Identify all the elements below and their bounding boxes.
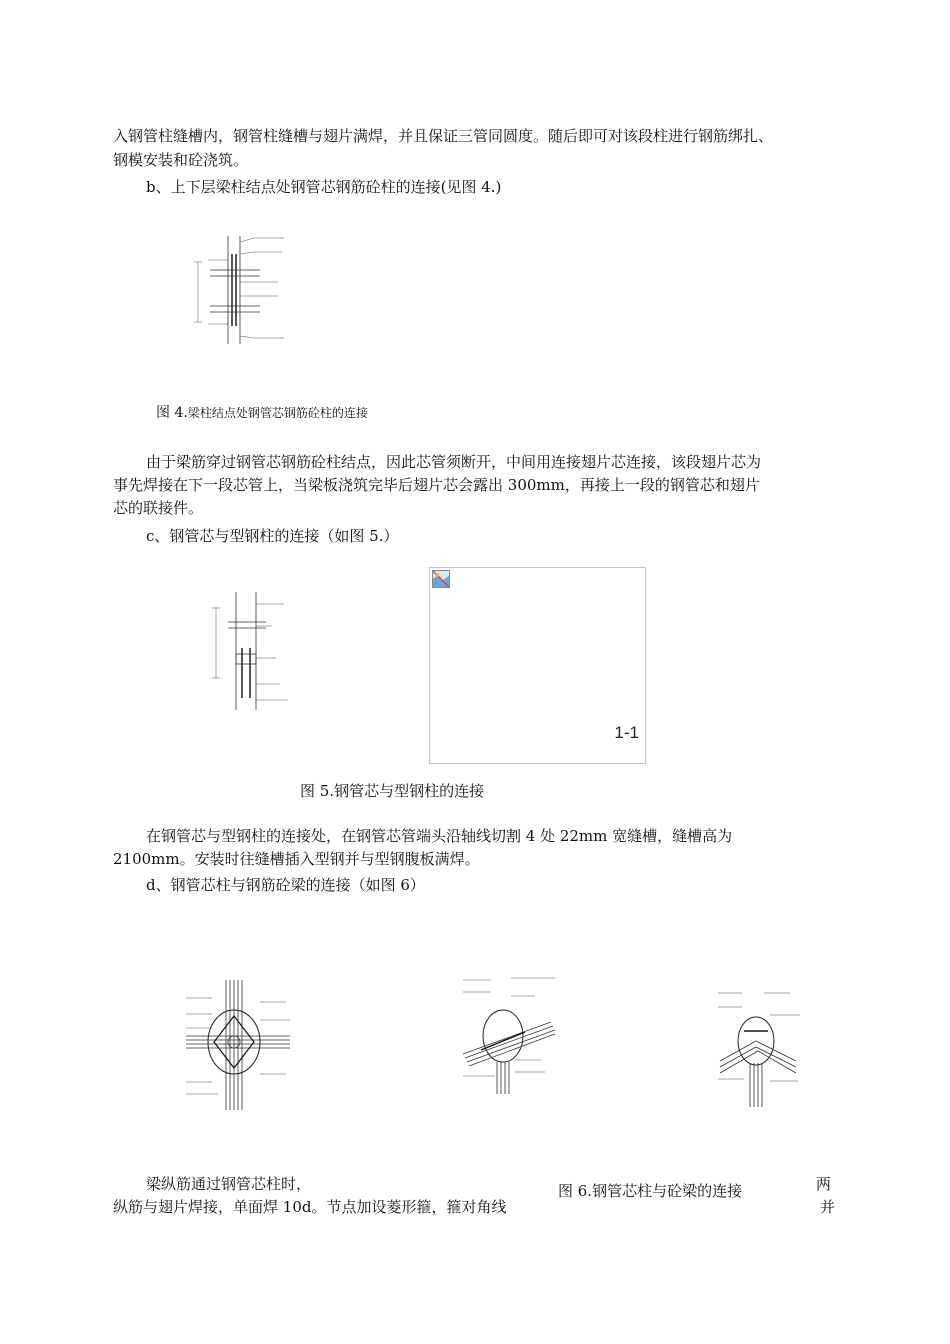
section-heading-b: b、上下层梁柱结点处钢管芯钢筋砼柱的连接(见图 4.) xyxy=(146,178,502,196)
paragraph-line: 在钢管芯与型钢柱的连接处，在钢管芯管端头沿轴线切割 4 处 22mm 宽缝槽，缝槽高为 xyxy=(146,827,733,845)
paragraph-line: 钢模安装和砼浇筑。 xyxy=(113,151,249,169)
paragraph-line: 芯的联接件。 xyxy=(113,499,204,517)
paragraph-line: 纵筋与翅片焊接，单面焊 10d。节点加设菱形箍，箍对角线 xyxy=(113,1198,507,1216)
figure-4-caption-text: 梁柱结点处钢管芯钢筋砼柱的连接 xyxy=(187,406,368,420)
figure-6-caption: 图 6.钢管芯柱与砼梁的连接 xyxy=(558,1182,743,1200)
figure-4-drawing xyxy=(188,232,288,347)
figure-4-caption-prefix: 图 4. xyxy=(156,405,188,421)
paragraph-line: 入钢管柱缝槽内，钢管柱缝槽与翅片满焊，并且保证三管同圆度。随后即可对该段柱进行钢筋绑扎、 xyxy=(113,127,774,145)
section-label: 1-1 xyxy=(614,723,639,742)
paragraph-line-fragment: 两 xyxy=(816,1175,832,1193)
figure-6-drawing-2 xyxy=(455,972,563,1097)
figure-5-section-image xyxy=(429,567,646,764)
figure-4-caption xyxy=(156,402,368,422)
paragraph-line: 2100mm。安装时往缝槽插入型钢并与型钢腹板满焊。 xyxy=(113,850,480,868)
figure-5-drawing xyxy=(210,588,300,713)
paragraph-line-fragment: 并 xyxy=(820,1198,836,1216)
figure-6-drawing-3 xyxy=(714,985,804,1110)
figure-6-drawing-1 xyxy=(182,978,294,1113)
section-heading-c: c、钢管芯与型钢柱的连接（如图 5.） xyxy=(146,527,399,545)
figure-5-caption: 图 5.钢管芯与型钢柱的连接 xyxy=(300,782,485,800)
broken-image-icon xyxy=(432,570,450,588)
paragraph-line: 事先焊接在下一段芯管上，当梁板浇筑完毕后翅片芯会露出 300mm，再接上一段的钢管芯和翅片 xyxy=(113,476,760,494)
paragraph-line: 由于梁筋穿过钢管芯钢筋砼柱结点，因此芯管须断开，中间用连接翅片芯连接，该段翅片芯为 xyxy=(146,453,762,471)
section-heading-d: d、钢管芯柱与钢筋砼梁的连接（如图 6） xyxy=(146,876,425,894)
paragraph-line: 梁纵筋通过钢管芯柱时， xyxy=(146,1175,312,1193)
